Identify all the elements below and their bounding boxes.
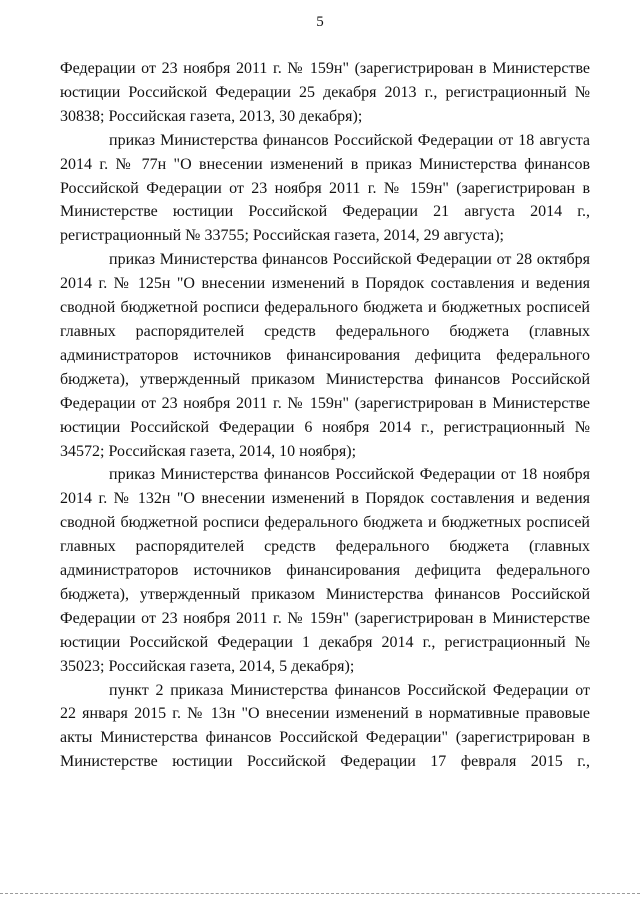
paragraph-order-77n: приказ Министерства финансов Российской Федерации от 18 августа 2014 г. № 77н "О внесении изменений в приказ Министерства финансов Российской Федерации от 23 ноября 2011 г. № 159н" (зарегистрирован в Министерстве юстиции Российской Федерации 21 августа 2014 г., регистрационный № 33755; Российская газета, 2014, 29 августа);	[60, 131, 590, 245]
scan-edge-line	[0, 893, 640, 894]
page-number: 5	[316, 14, 324, 30]
paragraph-order-125n: приказ Министерства финансов Российской Федерации от 28 октября 2014 г. № 125н "О внесении изменений в Порядок составления и ведения сводной бюджетной росписи федерального бюджета и бюджетных росписей главных распорядителей средств федерального бюджета (главных администраторов источников финансирования дефицита федерального бюджета), утвержденный приказом Министерства финансов Российской Федерации от 23 ноября 2011 г. № 159н" (зарегистрирован в Министерстве юстиции Российской Федерации 6 ноября 2014 г., регистрационный № 34572; Российская газета, 2014, 10 ноября);	[60, 251, 590, 460]
paragraph-order-13n-item-2: пункт 2 приказа Министерства финансов Российской Федерации от 22 января 2015 г. № 13н "О внесении изменений в нормативные правовые акты Министерства финансов Российской Федерации" (зарегистрирован в Министерстве юстиции Российской Федерации 17 февраля 2015 г.,	[60, 681, 590, 771]
document-body	[60, 57, 590, 774]
paragraph-order-132n: приказ Министерства финансов Российской Федерации от 18 ноября 2014 г. № 132н "О внесении изменений в Порядок составления и ведения сводной бюджетной росписи федерального бюджета и бюджетных росписей главных распорядителей средств федерального бюджета (главных администраторов источников финансирования дефицита федерального бюджета), утвержденный приказом Министерства финансов Российской Федерации от 23 ноября 2011 г. № 159н" (зарегистрирован в Министерстве юстиции Российской Федерации 1 декабря 2014 г., регистрационный № 35023; Российская газета, 2014, 5 декабря);	[60, 466, 590, 675]
paragraph-continuation: Федерации от 23 ноября 2011 г. № 159н" (зарегистрирован в Министерстве юстиции Российской Федерации 25 декабря 2013 г., регистрационный № 30838; Российская газета, 2013, 30 декабря);	[60, 60, 590, 125]
